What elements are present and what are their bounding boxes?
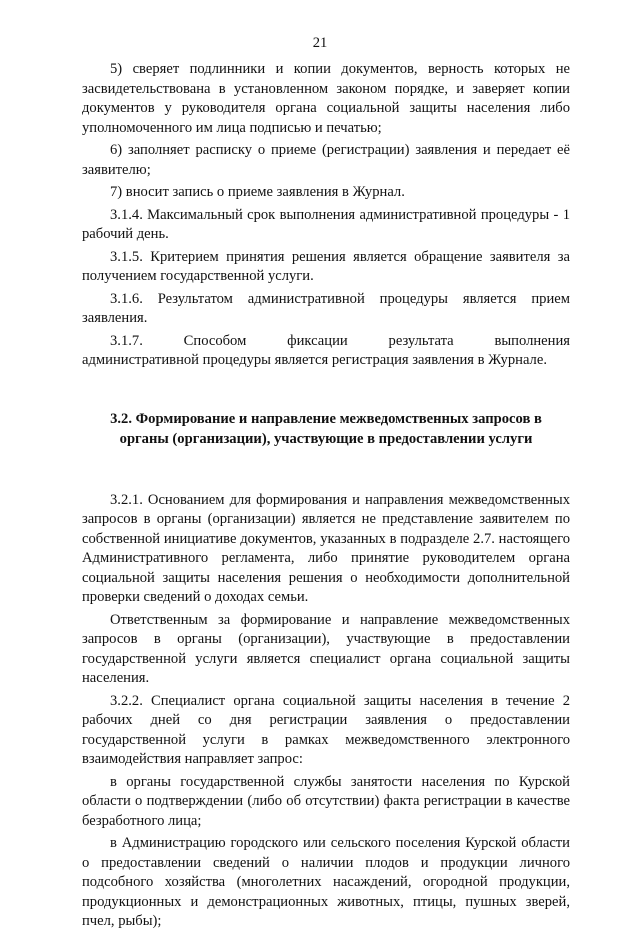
paragraph-item-5: 5) сверяет подлинники и копии документов, верность которых не засвидетельствована в установленном законом порядке, и заверяет копии документов у руководителя органа социальной защиты населения либо уполномоченного им лица подписью и печатью; [82, 61, 570, 136]
paragraph-responsible: Ответственным за формирование и направление межведомственных запросов в органы (организации), участвующие в предоставлении государственной услуги является специалист органа социальной защиты населения. [82, 611, 570, 686]
paragraph-administration: в Администрацию городского или сельского поселения Курской области о предоставлении сведений о наличии плодов и продукции личного подсобного хозяйства (многолетних насаждений, огородной продукции, продукционных и демонстрационных животных, птицы, пушных зверей, пчел, рыбы); [82, 835, 570, 929]
paragraph-item-6: 6) заполняет расписку о приеме (регистрации) заявления и передает её заявителю; [82, 142, 570, 178]
paragraph-3-1-4: 3.1.4. Максимальный срок выполнения административной процедуры - 1 рабочий день. [82, 206, 570, 242]
p7-rest: административной процедуры является регистрация заявления в Журнале. [82, 352, 547, 368]
paragraph-3-1-5: 3.1.5. Критерием принятия решения является обращение заявителя за получением государственной услуги. [82, 248, 570, 284]
p7-word-4: результата [388, 332, 454, 349]
p7-word-1: 3.1.7. [110, 332, 143, 349]
paragraph-3-2-2: 3.2.2. Специалист органа социальной защиты населения в течение 2 рабочих дней со дня регистрации заявления о предоставлении государственной услуги в рамках межведомственного электронного взаимодействия направляет запрос: [82, 692, 570, 767]
page-number: 21 [312, 35, 328, 51]
paragraph-3-1-7 [82, 332, 570, 371]
p7-word-5: выполнения [494, 332, 570, 349]
paragraph-3-2-1: 3.2.1. Основанием для формирования и направления межведомственных запросов в органы (организации) является не представление заявителем по собственной инициативе документов, указанных в подразделе 2.7. настоящего Административного регламента, либо принятие руководителем органа социальной защиты населения решения о необходимости дополнительной проверки сведений о доходах семьи. [82, 491, 570, 605]
document-body [82, 60, 570, 932]
p7-word-2: Способом [183, 332, 247, 349]
paragraph-employment-service: в органы государственной службы занятости населения по Курской области о подтверждении (либо об отсутствии) факта регистрации в качестве безработного лица; [82, 773, 570, 829]
p7-word-3: фиксации [287, 332, 348, 349]
paragraph-item-7: 7) вносит запись о приеме заявления в Журнал. [110, 184, 405, 200]
paragraph-3-1-6: 3.1.6. Результатом административной процедуры является прием заявления. [82, 290, 570, 326]
section-heading: 3.2. Формирование и направление межведомственных запросов в органы (организации), участвующие в предоставлении услуги [110, 410, 542, 447]
